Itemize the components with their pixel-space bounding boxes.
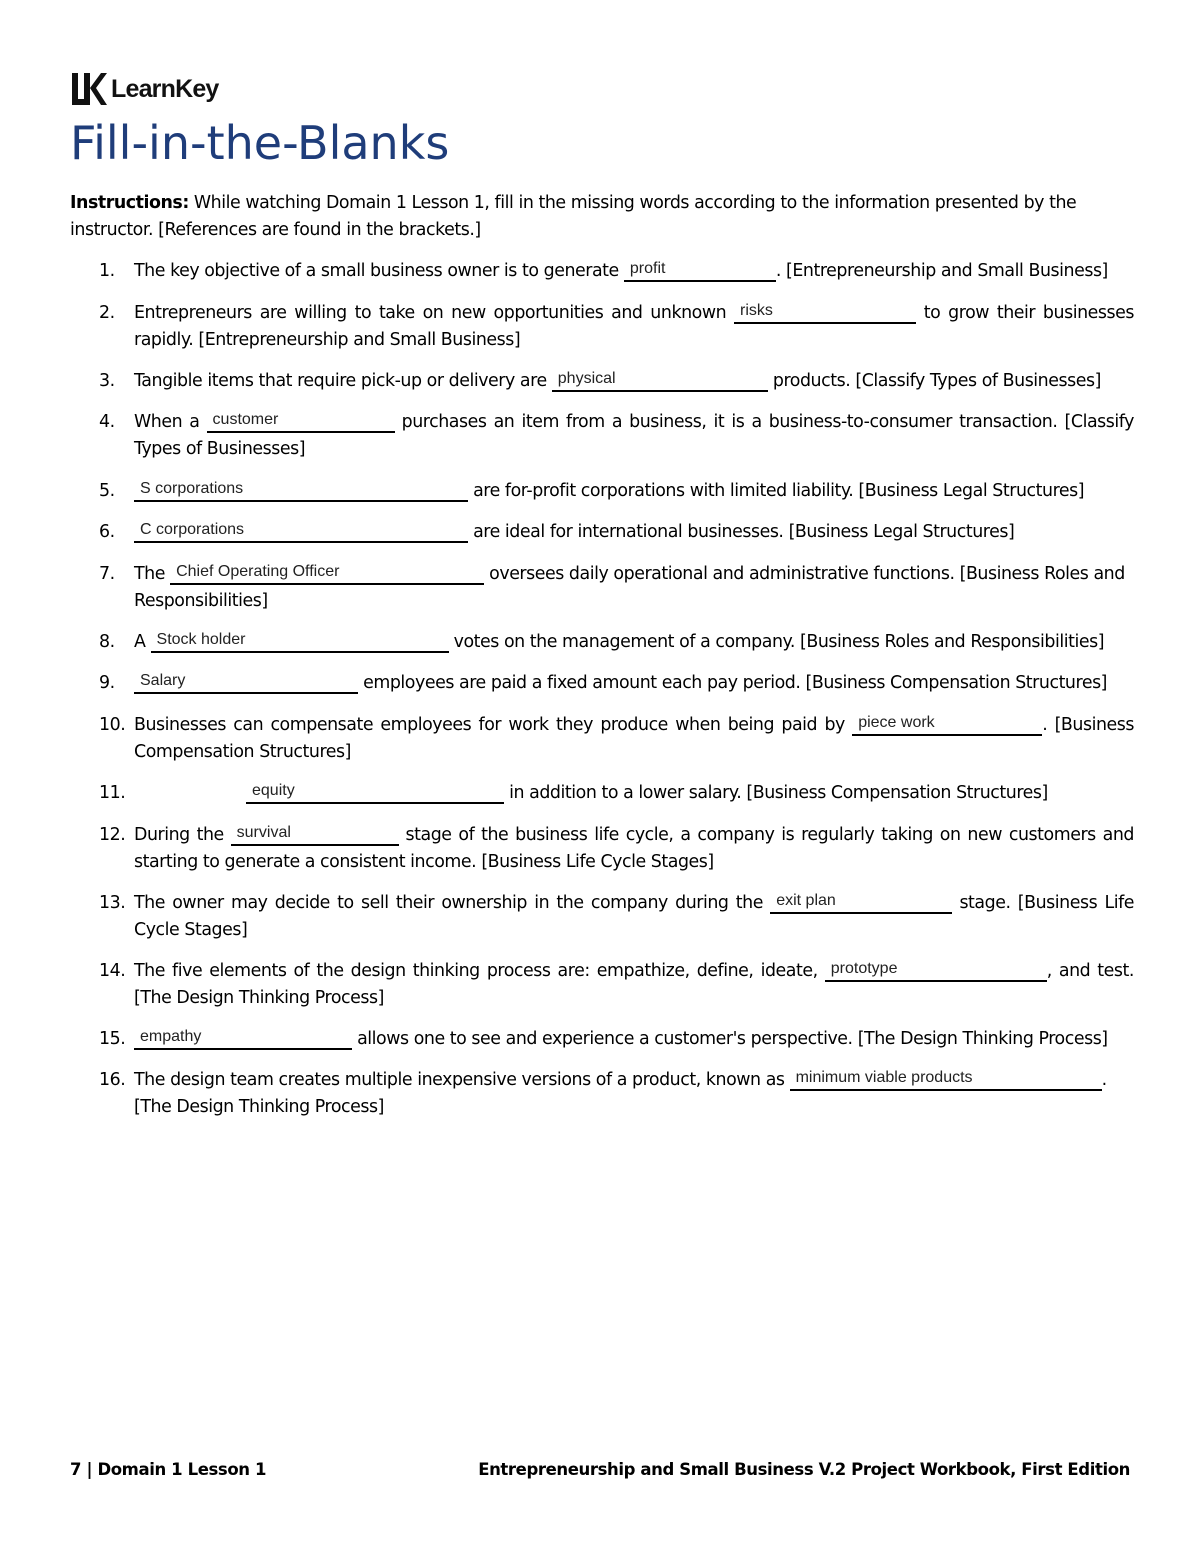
question-text [134,1067,1134,1121]
answer-text: profit [629,260,666,277]
question-number: 12. [99,825,126,845]
question-number: 9. [99,673,115,693]
answer-field[interactable] [207,412,395,433]
answer-field[interactable] [231,825,399,846]
answer-text: risks [739,302,773,319]
answer-text: S corporations [140,480,244,497]
question-number: 10. [99,715,126,735]
question-number: 4. [99,412,115,432]
page-number: 7 [70,1460,82,1479]
question-text [134,258,1134,285]
answer-field[interactable] [825,961,1047,982]
question-text [134,1026,1134,1053]
answer-field[interactable] [134,481,468,502]
answer-field[interactable] [624,261,776,282]
answer-field[interactable] [246,783,504,804]
question-text-after: products. [Classify Types of Businesses] [767,371,1101,391]
question-text-before: The owner may decide to sell their ownership in the company during the [134,893,771,913]
answer-field[interactable] [734,303,916,324]
question-number: 3. [99,371,115,391]
question-text-after: allows one to see and experience a customer's perspective. [The Design Thinking Process] [352,1029,1108,1049]
answer-field[interactable] [790,1070,1102,1091]
answer-field[interactable] [552,371,768,392]
question-text-after: . [Entrepreneurship and Small Business] [775,261,1108,281]
question-text [134,478,1134,505]
footer-separator: | [86,1460,93,1479]
question-text-after: , and test. [The Design Thinking Process] [134,961,1134,1008]
question-text [134,629,1134,656]
answer-text: exit plan [776,892,836,909]
question-text-before: Entrepreneurs are willing to take on new opportunities and unknown [134,303,734,323]
lk-logo-mark-icon [71,72,107,106]
footer-section: Domain 1 Lesson 1 [97,1460,267,1479]
page-title: Fill-in-the-Blanks [70,116,450,170]
logo-text: LearnKey [111,74,219,103]
answer-text: minimum viable products [795,1069,973,1086]
instructions-text: While watching Domain 1 Lesson 1, fill in the missing words according to the information presented by the instructor. [References are found in the brackets.] [70,193,1077,240]
question-text-before: The [134,564,171,584]
answer-text: prototype [830,960,898,977]
question-number: 16. [99,1070,126,1090]
answer-field[interactable] [151,632,449,653]
question-text-after: purchases an item from a business, it is a business-to-consumer transaction. [Classify Types of Businesses] [134,412,1134,459]
question-text-before: Tangible items that require pick-up or delivery are [134,371,552,391]
answer-text: equity [252,782,295,799]
question-number: 15. [99,1029,126,1049]
footer-book-title: Entrepreneurship and Small Business V.2 Project Workbook, First Edition [478,1460,1130,1479]
question-text [134,712,1134,766]
question-number: 11. [99,783,126,803]
question-text [134,409,1134,463]
answer-field[interactable] [852,715,1042,736]
question-text-after: stage of the business life cycle, a company is regularly taking on new customers and starting to generate a consistent income. [Business Life Cycle Stages] [134,825,1134,872]
answer-text: physical [557,370,616,387]
question-text-before: The design team creates multiple inexpensive versions of a product, known as [134,1070,790,1090]
instructions [70,190,1132,244]
question-number: 6. [99,522,115,542]
question-text [134,890,1134,944]
answer-text: C corporations [140,521,245,538]
question-text-after: votes on the management of a company. [Business Roles and Responsibilities] [448,632,1105,652]
question-text [134,561,1134,615]
question-text-after: oversees daily operational and administrative functions. [Business Roles and Responsibilities] [134,564,1125,611]
instructions-label: Instructions: [70,193,189,213]
question-number: 5. [99,481,115,501]
answer-field[interactable] [134,522,468,543]
question-number: 1. [99,261,115,281]
question-text-before: The key objective of a small business owner is to generate [134,261,624,281]
question-text [134,780,1134,807]
answer-text: Chief Operating Officer [176,563,340,580]
question-number: 7. [99,564,115,584]
question-text [134,368,1134,395]
answer-field[interactable] [170,564,484,585]
answer-text: empathy [140,1028,202,1045]
answer-field[interactable] [134,1029,352,1050]
answer-text: customer [212,411,279,428]
question-text-after: stage. [Business Life Cycle Stages] [134,893,1135,940]
learnkey-logo [71,72,219,106]
question-number: 8. [99,632,115,652]
question-text-before: Businesses can compensate employees for work they produce when being paid by [134,715,853,735]
question-text-after: . [The Design Thinking Process] [134,1070,1107,1117]
question-text-after: to grow their businesses rapidly. [Entrepreneurship and Small Business] [134,303,1134,350]
question-number: 13. [99,893,126,913]
question-text-before: The five elements of the design thinking process are: empathize, define, ideate, [134,961,825,981]
question-text-after: are ideal for international businesses. [Business Legal Structures] [468,522,1015,542]
answer-field[interactable] [770,893,952,914]
question-text [134,958,1134,1012]
answer-text: Salary [140,672,186,689]
answer-text: Stock holder [156,631,246,648]
answer-text: survival [236,824,291,841]
question-text-before: During the [134,825,231,845]
question-number: 2. [99,303,115,323]
question-text-after: in addition to a lower salary. [Business Compensation Structures] [504,783,1048,803]
question-text-after: . [Business Compensation Structures] [134,715,1134,762]
question-text [134,300,1134,354]
question-text [134,822,1134,876]
question-text [134,670,1134,697]
footer-page-info [70,1460,266,1479]
answer-field[interactable] [134,673,358,694]
question-number: 14. [99,961,126,981]
question-text-after: are for-profit corporations with limited liability. [Business Legal Structures] [468,481,1085,501]
question-text-before: A [134,632,151,652]
question-text-before: When a [134,412,207,432]
question-text-after: employees are paid a fixed amount each pay period. [Business Compensation Structures] [358,673,1108,693]
answer-text: piece work [858,714,935,731]
question-text [134,519,1134,546]
